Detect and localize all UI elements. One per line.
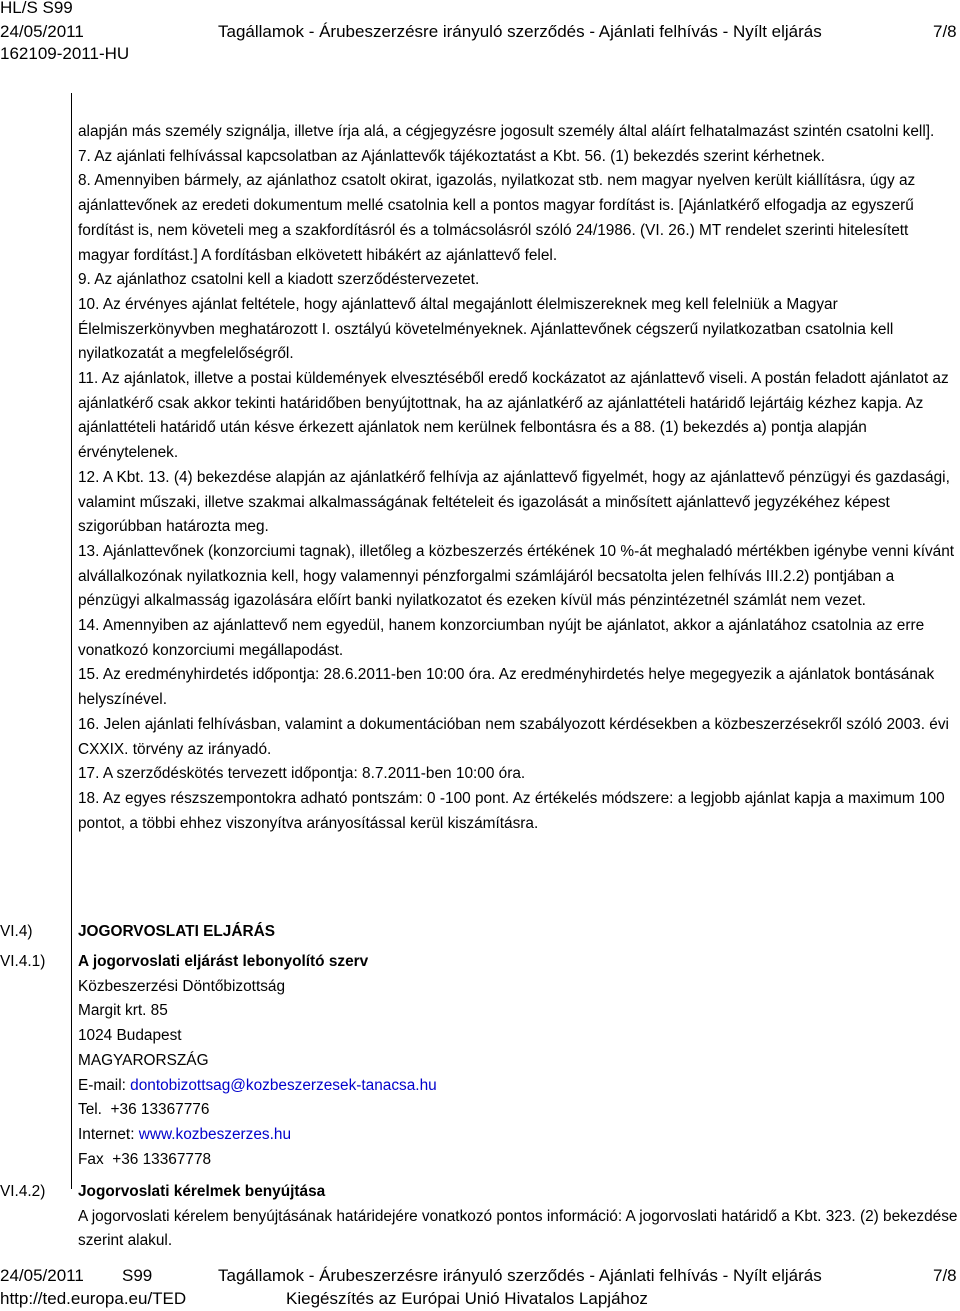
section-vi41	[78, 950, 958, 1172]
review-body-phone-row	[78, 1098, 958, 1123]
review-body-city: 1024 Budapest	[78, 1027, 182, 1045]
review-lodging-text: A jogorvoslati kérelem benyújtásának határidejére vonatkozó pontos információ: A jogorvoslati határidő a Kbt. 323. (2) bekezdése szerint alakul.	[78, 1207, 958, 1250]
footer-title: Tagállamok - Árubeszerzésre irányuló szerződés - Ajánlati felhívás - Nyílt eljárás	[218, 1266, 822, 1285]
section-vi4	[78, 920, 958, 945]
paragraph-17: 17. A szerződéskötés tervezett időpontja: 8.7.2011-ben 10:00 óra.	[78, 765, 526, 783]
review-body-email-row	[78, 1074, 958, 1099]
page-footer	[0, 1266, 960, 1310]
review-body-fax-row	[78, 1148, 958, 1173]
paragraph-7: 7. Az ajánlati felhívással kapcsolatban az Ajánlattevők tájékoztatást a Kbt. 56. (1) bekezdés szerint kérhetnek.	[78, 147, 825, 165]
section-title-review-lodging: Jogorvoslati kérelmek benyújtása	[78, 1183, 326, 1200]
section-title-review-procedure: JOGORVOSLATI ELJÁRÁS	[78, 923, 275, 940]
paragraph-15: 15. Az eredményhirdetés időpontja: 28.6.2011-ben 10:00 óra. Az eredményhirdetés helye megegyezik a ajánlatok bontásának helyszínével.	[78, 666, 935, 709]
phone-label: Tel.	[78, 1101, 111, 1119]
review-body-street: Margit krt. 85	[78, 1002, 168, 1020]
paragraph-16: 16. Jelen ajánlati felhívásban, valamint a dokumentációban nem szabályozott kérdésekben a közbeszerzésekről szóló 2003. évi CXXIX. törvény az irányadó.	[78, 715, 949, 758]
header-date: 24/05/2011	[0, 22, 84, 41]
paragraph-10: 10. Az érvényes ajánlat feltétele, hogy ajánlattevő által megajánlott élelmiszereknek meg kell felelniük a Magyar Élelmiszerkönyvben meghatározott I. osztályú követelményeknek. Ajánlattevőnek cégszerű nyilatkozatban csatolnia kell nyilatkozatát a megfelelőségről.	[78, 295, 894, 363]
section-label-vi42: VI.4.2)	[0, 1183, 46, 1200]
section-label-vi4: VI.4)	[0, 923, 33, 940]
internet-link[interactable]: www.kozbeszerzes.hu	[138, 1125, 292, 1143]
paragraph-8: 8. Amennyiben bármely, az ajánlathoz csatolt okirat, igazolás, nyilatkozat stb. nem magyar nyelven került kiállításra, úgy az ajánlattevőnek az eredeti dokumentum mellé csatolnia kell a pontos magyar fordítást is. [Ajánlatkérő elfogadja az egyszerű fordítást is, nem követeli meg a szakfordításról és a tolmácsolásról szóló 24/1986. (VI. 26.) MT rendelet szerinti hitelesített magyar fordítást.] A fordításban elkövetett hibákért az ajánlattevő felel.	[78, 172, 916, 264]
email-link[interactable]: dontobizottsag@kozbeszerzesek-tanacsa.hu	[130, 1076, 437, 1094]
header-journal-code: HL/S S99	[0, 0, 73, 17]
paragraph-continuation: alapján más személy szignálja, illetve írja alá, a cégjegyzésre jogosult személy által aláírt felhatalmazást szintén csatolni kell].	[78, 123, 935, 140]
page-header	[0, 0, 960, 66]
header-title: Tagállamok - Árubeszerzésre irányuló szerződés - Ajánlati felhívás - Nyílt eljárás	[218, 22, 822, 41]
footer-url-link[interactable]: http://ted.europa.eu/TED	[0, 1289, 187, 1308]
additional-info-text	[78, 120, 958, 836]
phone-number: +36 13367776	[110, 1101, 210, 1119]
fax-number: +36 13367778	[112, 1150, 212, 1168]
header-document-id: 162109-2011-HU	[0, 44, 130, 63]
fax-label: Fax	[78, 1150, 113, 1168]
email-label: E-mail:	[78, 1076, 131, 1094]
paragraph-9: 9. Az ajánlathoz csatolni kell a kiadott szerződéstervezetet.	[78, 271, 480, 289]
section-title-review-body: A jogorvoslati eljárást lebonyolító szerv	[78, 953, 369, 970]
review-body-country: MAGYARORSZÁG	[78, 1051, 209, 1069]
paragraph-13: 13. Ajánlattevőnek (konzorciumi tagnak), illetőleg a közbeszerzés értékének 10 %-át meghaladó mértékben igénybe venni kívánt alvállalkozónak nyilatkoznia kell, hogy valamennyi pénzforgalmi számlájáról becsatolta jelen felhívás III.2.2) pontjában a pénzügyi alkalmasság igazolására előírt banki nyilatkozatot és ezeken kívül más pénzintézetnél számlát nem vezet.	[78, 542, 955, 610]
review-body-name: Közbeszerzési Döntőbizottság	[78, 977, 286, 995]
paragraph-12: 12. A Kbt. 13. (4) bekezdése alapján az ajánlatkérő felhívja az ajánlattevő figyelmét, hogy az ajánlattevő pénzügyi és gazdasági, valamint műszaki, illetve szakmai alkalmasságának feltételeit és igazolását a minősített ajánlattevő jegyzékéhez képest szigorúbban határozta meg.	[78, 468, 950, 536]
footer-publisher: Kiegészítés az Európai Unió Hivatalos Lapjához	[286, 1289, 648, 1308]
section-divider-line	[71, 93, 72, 1189]
footer-date: 24/05/2011	[0, 1266, 84, 1285]
header-page-number: 7/8	[933, 22, 957, 41]
section-label-vi41: VI.4.1)	[0, 953, 46, 970]
paragraph-14: 14. Amennyiben az ajánlattevő nem egyedül, hanem konzorciumban nyújt be ajánlatot, akkor a ajánlatához csatolnia az erre vonatkozó konzorciumi megállapodást.	[78, 617, 925, 659]
internet-label: Internet:	[78, 1125, 139, 1143]
footer-series: S99	[122, 1266, 153, 1285]
section-vi42	[78, 1180, 958, 1254]
review-body-internet-row	[78, 1123, 958, 1148]
paragraph-11: 11. Az ajánlatok, illetve a postai küldemények elvesztéséből eredő kockázatot az ajánlattevő viseli. A postán feladott ajánlatot az ajánlatkérő csak akkor tekinti határidőben benyújtottnak, ha az ajánlatkérő az ajánlattételi határidő lejártáig kézhez kapja. Az ajánlattételi határidő után késve érkezett ajánlatok nem kerülnek felbontásra és a 88. (1) bekezdés a) pontja alapján érvénytelenek.	[78, 370, 949, 462]
footer-page-number: 7/8	[933, 1266, 957, 1285]
paragraph-18: 18. Az egyes részszempontokra adható pontszám: 0 -100 pont. Az értékelés módszere: a legjobb ajánlat kapja a maximum 100 pontot, a többi ehhez viszonyítva arányosítással kerül kiszámításra.	[78, 789, 945, 832]
